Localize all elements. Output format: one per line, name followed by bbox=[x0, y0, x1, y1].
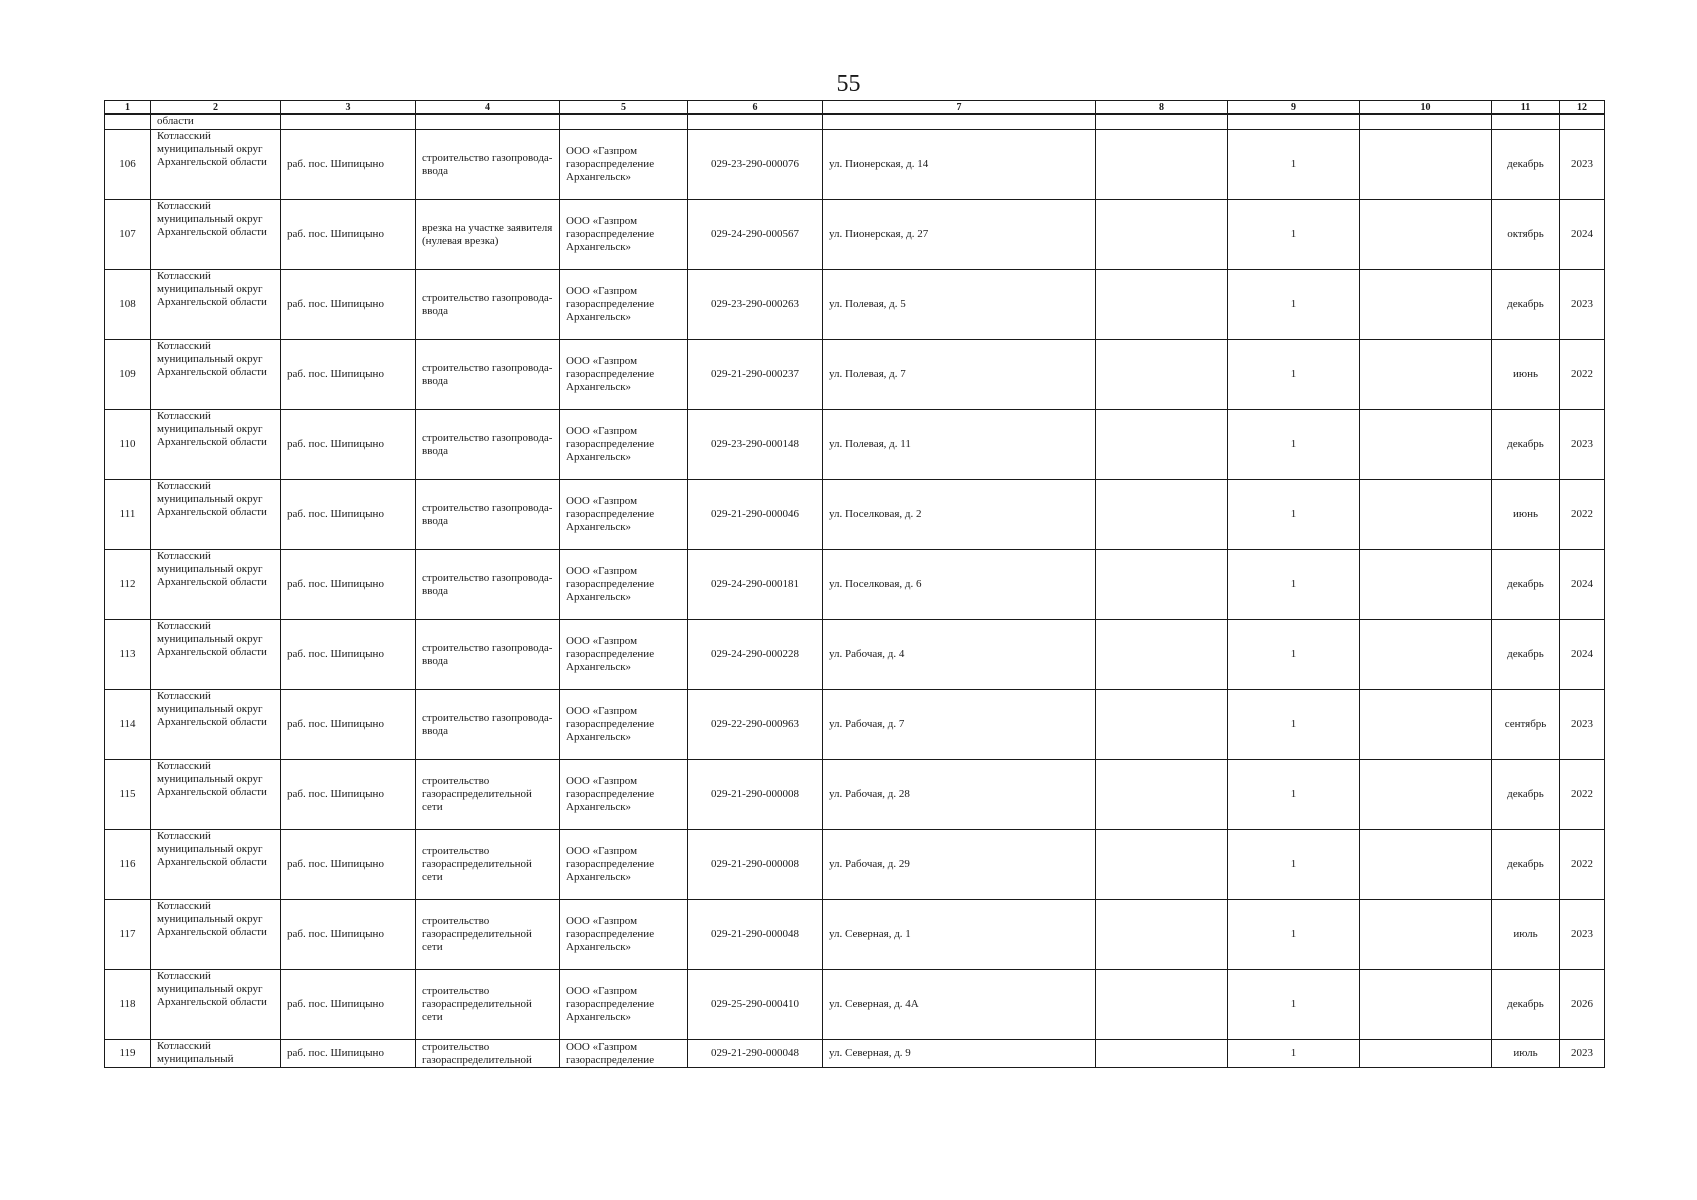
cell-year: 2023 bbox=[1560, 690, 1605, 760]
cell-settlement: раб. пос. Шипицыно bbox=[281, 900, 416, 970]
cell-col-8 bbox=[1096, 1040, 1228, 1068]
cell-address: ул. Пионерская, д. 27 bbox=[823, 200, 1096, 270]
cell-work-type: строительство газопровода-ввода bbox=[416, 620, 560, 690]
cell-col-12 bbox=[1560, 114, 1605, 130]
cell-row-number: 108 bbox=[105, 270, 151, 340]
cell-code: 029-25-290-000410 bbox=[688, 970, 823, 1040]
cell-settlement: раб. пос. Шипицыно bbox=[281, 970, 416, 1040]
cell-month: декабрь bbox=[1492, 270, 1560, 340]
cell-organization: ООО «Газпром газораспределение Архангельск» bbox=[560, 480, 688, 550]
cell-col-10 bbox=[1360, 480, 1492, 550]
cell-address: ул. Полевая, д. 7 bbox=[823, 340, 1096, 410]
cell-col-10 bbox=[1360, 620, 1492, 690]
cell-year: 2024 bbox=[1560, 550, 1605, 620]
cell-col-9: 1 bbox=[1228, 1040, 1360, 1068]
cell-district: Котласский муниципальный округ Архангельской области bbox=[151, 550, 281, 620]
cell-row-number: 115 bbox=[105, 760, 151, 830]
cell-settlement: раб. пос. Шипицыно bbox=[281, 480, 416, 550]
cell-row-number: 107 bbox=[105, 200, 151, 270]
cell-work-type: строительство газопровода-ввода bbox=[416, 270, 560, 340]
cell-month: декабрь bbox=[1492, 410, 1560, 480]
cell-work-type: строительство газораспределительной сети bbox=[416, 900, 560, 970]
column-number-6: 6 bbox=[688, 101, 823, 115]
cell-col-10 bbox=[1360, 130, 1492, 200]
column-number-10: 10 bbox=[1360, 101, 1492, 115]
cell-col-10 bbox=[1360, 410, 1492, 480]
cell-organization: ООО «Газпром газораспределение Архангельск» bbox=[560, 620, 688, 690]
cell-address: ул. Поселковая, д. 6 bbox=[823, 550, 1096, 620]
cell-settlement: раб. пос. Шипицыно bbox=[281, 620, 416, 690]
cell-month: декабрь bbox=[1492, 620, 1560, 690]
table-row bbox=[105, 200, 1605, 270]
cell-organization: ООО «Газпром газораспределение Архангельск» bbox=[560, 130, 688, 200]
cell-code: 029-21-290-000048 bbox=[688, 900, 823, 970]
cell-settlement: раб. пос. Шипицыно bbox=[281, 270, 416, 340]
table-row bbox=[105, 620, 1605, 690]
table-row bbox=[105, 130, 1605, 200]
cell-col-1 bbox=[105, 114, 151, 130]
cell-address: ул. Северная, д. 9 bbox=[823, 1040, 1096, 1068]
cell-settlement: раб. пос. Шипицыно bbox=[281, 550, 416, 620]
continuation-row bbox=[105, 114, 1605, 130]
cell-code: 029-21-290-000008 bbox=[688, 760, 823, 830]
cell-year: 2022 bbox=[1560, 760, 1605, 830]
table-row bbox=[105, 760, 1605, 830]
cell-col-8 bbox=[1096, 760, 1228, 830]
cell-year: 2022 bbox=[1560, 830, 1605, 900]
cell-district: Котласский муниципальный округ Архангельской области bbox=[151, 690, 281, 760]
cell-work-type: строительство газопровода-ввода bbox=[416, 410, 560, 480]
cell-month: декабрь bbox=[1492, 550, 1560, 620]
cell-year: 2024 bbox=[1560, 620, 1605, 690]
cell-address: ул. Поселковая, д. 2 bbox=[823, 480, 1096, 550]
cell-district: Котласский муниципальный округ Архангельской области bbox=[151, 970, 281, 1040]
cell-district: Котласский муниципальный округ Архангельской области bbox=[151, 620, 281, 690]
cell-col-9: 1 bbox=[1228, 480, 1360, 550]
cell-district: области bbox=[151, 114, 281, 130]
cell-settlement: раб. пос. Шипицыно bbox=[281, 340, 416, 410]
column-number-11: 11 bbox=[1492, 101, 1560, 115]
cell-col-8 bbox=[1096, 830, 1228, 900]
table-row bbox=[105, 410, 1605, 480]
cell-address: ул. Рабочая, д. 4 bbox=[823, 620, 1096, 690]
cell-col-10 bbox=[1360, 550, 1492, 620]
cell-organization: ООО «Газпром газораспределение Архангельск» bbox=[560, 830, 688, 900]
cell-address: ул. Рабочая, д. 29 bbox=[823, 830, 1096, 900]
cell-work-type: строительство газопровода-ввода bbox=[416, 690, 560, 760]
cell-code: 029-23-290-000263 bbox=[688, 270, 823, 340]
cell-col-8 bbox=[1096, 620, 1228, 690]
cell-code: 029-24-290-000228 bbox=[688, 620, 823, 690]
cell-organization: ООО «Газпром газораспределение Архангельск» bbox=[560, 410, 688, 480]
cell-col-10 bbox=[1360, 114, 1492, 130]
table-row bbox=[105, 970, 1605, 1040]
cell-col-9: 1 bbox=[1228, 410, 1360, 480]
cell-month: октябрь bbox=[1492, 200, 1560, 270]
cell-year: 2022 bbox=[1560, 340, 1605, 410]
cell-work-type: строительство газопровода-ввода bbox=[416, 340, 560, 410]
cell-col-8 bbox=[1096, 410, 1228, 480]
cell-district: Котласский муниципальный округ Архангельской области bbox=[151, 480, 281, 550]
cell-month: июль bbox=[1492, 900, 1560, 970]
cell-col-10 bbox=[1360, 970, 1492, 1040]
table-row bbox=[105, 1040, 1605, 1068]
cell-organization: ООО «Газпром газораспределение Архангельск» bbox=[560, 270, 688, 340]
cell-work-type: врезка на участке заявителя (нулевая врезка) bbox=[416, 200, 560, 270]
cell-organization: ООО «Газпром газораспределение Архангельск» bbox=[560, 550, 688, 620]
cell-col-8 bbox=[1096, 900, 1228, 970]
cell-settlement: раб. пос. Шипицыно bbox=[281, 200, 416, 270]
cell-work-type: строительство газораспределительной сети bbox=[416, 970, 560, 1040]
cell-row-number: 119 bbox=[105, 1040, 151, 1068]
cell-col-9: 1 bbox=[1228, 130, 1360, 200]
column-number-3: 3 bbox=[281, 101, 416, 115]
cell-row-number: 106 bbox=[105, 130, 151, 200]
cell-col-9 bbox=[1228, 114, 1360, 130]
cell-col-8 bbox=[1096, 970, 1228, 1040]
cell-row-number: 113 bbox=[105, 620, 151, 690]
cell-col-9: 1 bbox=[1228, 550, 1360, 620]
cell-col-9: 1 bbox=[1228, 200, 1360, 270]
cell-row-number: 111 bbox=[105, 480, 151, 550]
cell-work-type: строительство газопровода-ввода bbox=[416, 550, 560, 620]
cell-month: декабрь bbox=[1492, 760, 1560, 830]
cell-col-9: 1 bbox=[1228, 760, 1360, 830]
cell-row-number: 109 bbox=[105, 340, 151, 410]
column-number-8: 8 bbox=[1096, 101, 1228, 115]
cell-work-type: строительство газораспределительной сети bbox=[416, 760, 560, 830]
cell-month: июнь bbox=[1492, 340, 1560, 410]
cell-col-8 bbox=[1096, 690, 1228, 760]
cell-col-9: 1 bbox=[1228, 830, 1360, 900]
cell-organization: ООО «Газпром газораспределение Архангельск» bbox=[560, 340, 688, 410]
cell-row-number: 116 bbox=[105, 830, 151, 900]
table-row bbox=[105, 690, 1605, 760]
cell-address: ул. Северная, д. 1 bbox=[823, 900, 1096, 970]
cell-code: 029-24-290-000181 bbox=[688, 550, 823, 620]
table-row bbox=[105, 270, 1605, 340]
cell-col-9: 1 bbox=[1228, 690, 1360, 760]
cell-address: ул. Полевая, д. 11 bbox=[823, 410, 1096, 480]
cell-year: 2023 bbox=[1560, 130, 1605, 200]
cell-code: 029-23-290-000076 bbox=[688, 130, 823, 200]
cell-address: ул. Рабочая, д. 7 bbox=[823, 690, 1096, 760]
cell-month: июль bbox=[1492, 1040, 1560, 1068]
cell-address: ул. Северная, д. 4А bbox=[823, 970, 1096, 1040]
register-table bbox=[104, 100, 1605, 1068]
cell-organization: ООО «Газпром газораспределение Архангельск» bbox=[560, 690, 688, 760]
cell-col-9: 1 bbox=[1228, 970, 1360, 1040]
cell-col-8 bbox=[1096, 114, 1228, 130]
cell-row-number: 114 bbox=[105, 690, 151, 760]
cell-settlement: раб. пос. Шипицыно bbox=[281, 760, 416, 830]
cell-col-9: 1 bbox=[1228, 270, 1360, 340]
cell-code: 029-21-290-000008 bbox=[688, 830, 823, 900]
cell-col-8 bbox=[1096, 340, 1228, 410]
cell-col-8 bbox=[1096, 270, 1228, 340]
cell-col-9: 1 bbox=[1228, 340, 1360, 410]
cell-col-10 bbox=[1360, 760, 1492, 830]
cell-year: 2023 bbox=[1560, 900, 1605, 970]
cell-month: декабрь bbox=[1492, 830, 1560, 900]
cell-address: ул. Пионерская, д. 14 bbox=[823, 130, 1096, 200]
cell-month: декабрь bbox=[1492, 130, 1560, 200]
cell-district: Котласский муниципальный округ Архангельской области bbox=[151, 830, 281, 900]
cell-code: 029-21-290-000237 bbox=[688, 340, 823, 410]
cell-col-4 bbox=[416, 114, 560, 130]
cell-settlement: раб. пос. Шипицыно bbox=[281, 410, 416, 480]
cell-district: Котласский муниципальный округ Архангельской области bbox=[151, 900, 281, 970]
cell-col-10 bbox=[1360, 690, 1492, 760]
cell-col-10 bbox=[1360, 830, 1492, 900]
cell-col-8 bbox=[1096, 550, 1228, 620]
cell-code: 029-21-290-000046 bbox=[688, 480, 823, 550]
table-row bbox=[105, 340, 1605, 410]
cell-col-10 bbox=[1360, 340, 1492, 410]
cell-row-number: 117 bbox=[105, 900, 151, 970]
table-row bbox=[105, 550, 1605, 620]
cell-col-3 bbox=[281, 114, 416, 130]
cell-organization: ООО «Газпром газораспределение bbox=[560, 1040, 688, 1068]
cell-year: 2024 bbox=[1560, 200, 1605, 270]
cell-district: Котласский муниципальный округ Архангельской области bbox=[151, 410, 281, 480]
column-number-7: 7 bbox=[823, 101, 1096, 115]
cell-work-type: строительство газопровода-ввода bbox=[416, 480, 560, 550]
cell-work-type: строительство газораспределительной bbox=[416, 1040, 560, 1068]
table-row bbox=[105, 480, 1605, 550]
cell-year: 2023 bbox=[1560, 1040, 1605, 1068]
cell-col-8 bbox=[1096, 480, 1228, 550]
column-number-1: 1 bbox=[105, 101, 151, 115]
cell-code: 029-21-290-000048 bbox=[688, 1040, 823, 1068]
cell-organization: ООО «Газпром газораспределение Архангельск» bbox=[560, 970, 688, 1040]
cell-col-11 bbox=[1492, 114, 1560, 130]
cell-col-7 bbox=[823, 114, 1096, 130]
table-row bbox=[105, 900, 1605, 970]
cell-organization: ООО «Газпром газораспределение Архангельск» bbox=[560, 760, 688, 830]
cell-code: 029-23-290-000148 bbox=[688, 410, 823, 480]
cell-code: 029-24-290-000567 bbox=[688, 200, 823, 270]
cell-settlement: раб. пос. Шипицыно bbox=[281, 830, 416, 900]
cell-address: ул. Полевая, д. 5 bbox=[823, 270, 1096, 340]
cell-col-8 bbox=[1096, 200, 1228, 270]
cell-district: Котласский муниципальный округ Архангельской области bbox=[151, 130, 281, 200]
cell-row-number: 112 bbox=[105, 550, 151, 620]
cell-year: 2026 bbox=[1560, 970, 1605, 1040]
column-number-9: 9 bbox=[1228, 101, 1360, 115]
cell-settlement: раб. пос. Шипицыно bbox=[281, 1040, 416, 1068]
cell-col-10 bbox=[1360, 1040, 1492, 1068]
column-number-5: 5 bbox=[560, 101, 688, 115]
cell-district: Котласский муниципальный bbox=[151, 1040, 281, 1068]
cell-col-10 bbox=[1360, 200, 1492, 270]
cell-col-5 bbox=[560, 114, 688, 130]
column-number-12: 12 bbox=[1560, 101, 1605, 115]
cell-district: Котласский муниципальный округ Архангельской области bbox=[151, 270, 281, 340]
cell-col-8 bbox=[1096, 130, 1228, 200]
cell-code: 029-22-290-000963 bbox=[688, 690, 823, 760]
cell-row-number: 118 bbox=[105, 970, 151, 1040]
cell-organization: ООО «Газпром газораспределение Архангельск» bbox=[560, 900, 688, 970]
cell-col-10 bbox=[1360, 900, 1492, 970]
cell-col-9: 1 bbox=[1228, 620, 1360, 690]
column-number-4: 4 bbox=[416, 101, 560, 115]
cell-settlement: раб. пос. Шипицыно bbox=[281, 690, 416, 760]
cell-work-type: строительство газопровода-ввода bbox=[416, 130, 560, 200]
cell-address: ул. Рабочая, д. 28 bbox=[823, 760, 1096, 830]
cell-year: 2023 bbox=[1560, 270, 1605, 340]
column-number-header-row bbox=[105, 101, 1605, 115]
cell-organization: ООО «Газпром газораспределение Архангельск» bbox=[560, 200, 688, 270]
cell-year: 2023 bbox=[1560, 410, 1605, 480]
cell-work-type: строительство газораспределительной сети bbox=[416, 830, 560, 900]
cell-col-10 bbox=[1360, 270, 1492, 340]
cell-year: 2022 bbox=[1560, 480, 1605, 550]
cell-col-9: 1 bbox=[1228, 900, 1360, 970]
cell-month: сентябрь bbox=[1492, 690, 1560, 760]
cell-district: Котласский муниципальный округ Архангельской области bbox=[151, 200, 281, 270]
cell-month: июнь bbox=[1492, 480, 1560, 550]
cell-col-6 bbox=[688, 114, 823, 130]
cell-district: Котласский муниципальный округ Архангельской области bbox=[151, 760, 281, 830]
table-row bbox=[105, 830, 1605, 900]
cell-month: декабрь bbox=[1492, 970, 1560, 1040]
cell-row-number: 110 bbox=[105, 410, 151, 480]
column-number-2: 2 bbox=[151, 101, 281, 115]
cell-settlement: раб. пос. Шипицыно bbox=[281, 130, 416, 200]
cell-district: Котласский муниципальный округ Архангельской области bbox=[151, 340, 281, 410]
page-number: 55 bbox=[836, 71, 861, 97]
